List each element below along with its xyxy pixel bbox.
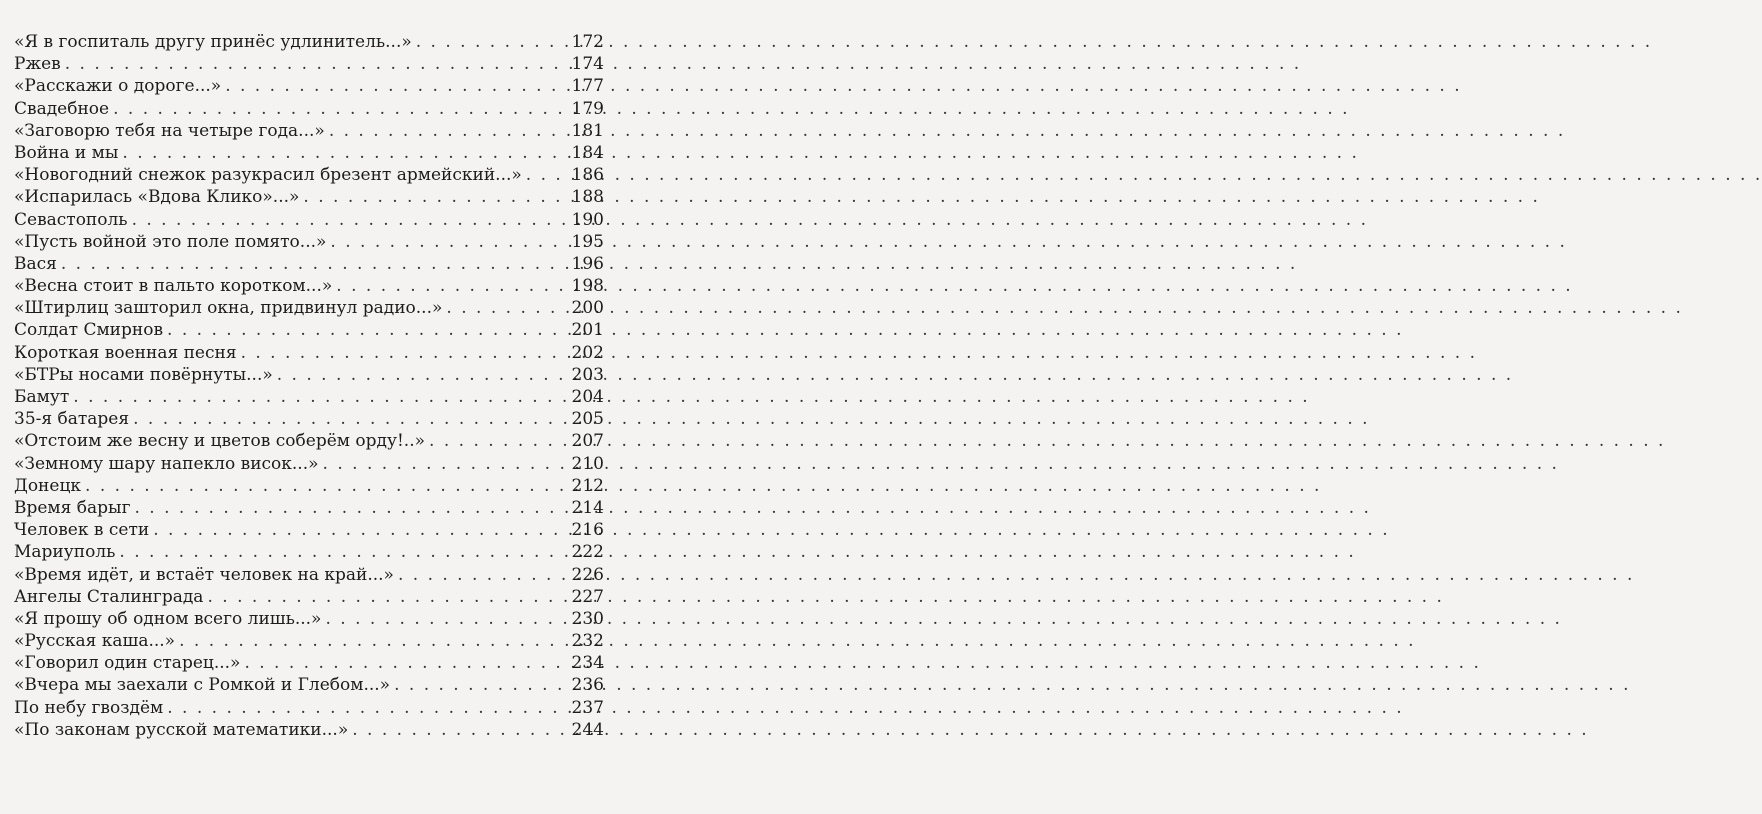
toc-entry-title: «БТРы носами повёрнуты...»: [14, 364, 273, 385]
toc-entry-title: «Расскажи о дороге...»: [14, 76, 222, 97]
toc-entry-title: «По законам русской математики...»: [14, 719, 349, 740]
toc-entry-title: «Я прошу об одном всего лишь...»: [14, 608, 322, 629]
toc-entry-page-number: 184: [571, 142, 604, 163]
toc-entry: [14, 475, 608, 497]
dot-leader: [241, 342, 568, 364]
dot-leader: [65, 53, 568, 75]
dot-leader: [122, 142, 567, 164]
toc-entry: [14, 253, 608, 275]
dot-leader: [153, 519, 567, 541]
toc-entry: [14, 364, 608, 386]
toc-entry-title: Ржев: [14, 54, 61, 75]
dot-leader: [329, 120, 568, 142]
toc-entry-page-number: 204: [571, 387, 604, 407]
toc-entry-title: «Русская каша...»: [14, 631, 176, 652]
dot-leader: [61, 253, 568, 275]
toc-entry-page-number: 195: [571, 231, 604, 252]
toc-entry-title: Бамут: [14, 387, 70, 407]
dot-leader: [167, 697, 567, 719]
toc-entry-title: Вася: [14, 253, 57, 274]
toc-entry-title: Короткая военная песня: [14, 342, 237, 363]
dot-leader: [325, 608, 567, 630]
toc-entry: [14, 430, 608, 452]
toc-entry-title: Солдат Смирнов: [14, 320, 164, 341]
toc-entry-title: «Весна стоит в пальто коротком...»: [14, 276, 333, 297]
toc-entry-page-number: 236: [571, 675, 604, 696]
toc-entry-title: «Пусть войной это поле помято...»: [14, 231, 327, 252]
toc-entry-page-number: 196: [571, 253, 604, 274]
dot-leader: [207, 586, 567, 608]
toc-entry: [14, 586, 608, 608]
dot-leader: [446, 297, 567, 319]
dot-leader: [394, 674, 567, 696]
toc-entry-title: «Новогодний снежок разукрасил брезент армейский...»: [14, 165, 522, 186]
toc-entry: [14, 53, 608, 75]
toc-entry-title: Война и мы: [14, 142, 119, 163]
dot-leader: [330, 231, 567, 253]
toc-entry: [14, 519, 608, 541]
toc-entry: [14, 98, 608, 120]
toc-entry-page-number: 232: [571, 631, 604, 652]
toc-entry-title: Донецк: [14, 475, 82, 496]
toc-entry-title: «Штирлиц зашторил окна, придвинул радио...»: [14, 298, 443, 319]
toc-entry-page-number: 212: [571, 475, 604, 496]
toc-entry-title: По небу гвоздём: [14, 697, 164, 718]
toc-entry-title: «Заговорю тебя на четыре года...»: [14, 120, 325, 141]
dot-leader: [429, 430, 568, 452]
toc-entry-page-number: 202: [571, 342, 604, 363]
toc-entry-page-number: 198: [571, 276, 604, 297]
toc-entry-page-number: 234: [571, 653, 604, 674]
toc-entry: [14, 386, 608, 408]
dot-leader: [336, 275, 567, 297]
toc-entry: [14, 275, 608, 297]
toc-entry: [14, 164, 608, 186]
toc-entry: [14, 608, 608, 630]
dot-leader: [73, 386, 567, 408]
toc-entry-page-number: 216: [571, 520, 604, 541]
dot-leader: [134, 497, 567, 519]
toc-entry: [14, 297, 608, 319]
toc-entry: [14, 120, 608, 142]
dot-leader: [398, 564, 568, 586]
toc-entry-title: 35-я батарея: [14, 409, 130, 430]
dot-leader: [167, 319, 568, 341]
toc-entry-title: Свадебное: [14, 98, 110, 119]
toc-entry: [14, 209, 608, 231]
toc-entry-title: Время барыг: [14, 497, 131, 518]
toc-entry-page-number: 203: [571, 364, 604, 385]
toc-entry: [14, 142, 608, 164]
toc-entry-page-number: 190: [571, 209, 604, 230]
book-page: [0, 0, 608, 814]
toc-entry-page-number: 244: [571, 719, 604, 740]
toc-entry-title: «Время идёт, и встаёт человек на край...»: [14, 564, 394, 585]
toc-entry-page-number: 222: [571, 542, 604, 563]
toc-entry: [14, 75, 608, 97]
toc-entry-page-number: 186: [571, 165, 604, 186]
toc-entry: [14, 564, 608, 586]
toc-entry-title: Ангелы Сталинграда: [14, 586, 204, 607]
dot-leader: [179, 630, 567, 652]
toc-entry-page-number: 210: [571, 453, 604, 474]
toc-entry-page-number: 172: [571, 32, 604, 52]
dot-leader: [85, 475, 568, 497]
toc-entry-title: «Отстоим же весну и цветов соберём орду!..»: [14, 431, 426, 452]
toc-entry-page-number: 207: [571, 431, 604, 452]
toc-entry: [14, 497, 608, 519]
toc-entry: [14, 408, 608, 430]
toc-entry-title: «Земному шару напекло висок...»: [14, 453, 319, 474]
dot-leader: [132, 209, 568, 231]
toc-entry: [14, 541, 608, 563]
dot-leader: [119, 541, 567, 563]
toc-entry-title: Севастополь: [14, 209, 128, 230]
toc-entry-page-number: 174: [571, 54, 604, 75]
toc-entry-title: Человек в сети: [14, 520, 150, 541]
toc-entry-title: «Я в госпиталь другу принёс удлинитель...»: [14, 32, 412, 52]
toc-entry: [14, 652, 608, 674]
toc-entry: [14, 719, 608, 741]
toc-entry-page-number: 177: [571, 76, 604, 97]
toc-entry-title: Мариуполь: [14, 542, 116, 563]
toc-entry: [14, 31, 608, 53]
dot-leader: [303, 186, 567, 208]
dot-leader: [225, 75, 567, 97]
dot-leader: [133, 408, 567, 430]
toc-entry-title: «Вчера мы заехали с Ромкой и Глебом...»: [14, 675, 391, 696]
toc-entry: [14, 186, 608, 208]
dot-leader: [526, 164, 568, 186]
dot-leader: [244, 652, 567, 674]
toc-entry-page-number: 237: [571, 697, 604, 718]
toc-entry: [14, 453, 608, 475]
toc-entry-page-number: 227: [571, 586, 604, 607]
toc-entry-page-number: 214: [571, 497, 604, 518]
dot-leader: [277, 364, 568, 386]
toc-entry-page-number: 226: [571, 564, 604, 585]
dot-leader: [352, 719, 567, 741]
toc-entry-page-number: 188: [571, 187, 604, 208]
dot-leader: [113, 98, 567, 120]
toc-entry-title: «Испарилась «Вдова Клико»...»: [14, 187, 300, 208]
toc-entry-page-number: 179: [571, 98, 604, 119]
dot-leader: [323, 453, 568, 475]
toc-entry-page-number: 230: [571, 608, 604, 629]
table-of-contents: [14, 31, 608, 741]
toc-entry: [14, 630, 608, 652]
toc-entry: [14, 319, 608, 341]
toc-entry: [14, 697, 608, 719]
toc-entry: [14, 342, 608, 364]
toc-entry-title: «Говорил один старец...»: [14, 653, 241, 674]
dot-leader: [416, 31, 568, 53]
toc-entry-page-number: 181: [571, 120, 604, 141]
toc-entry: [14, 674, 608, 696]
toc-entry: [14, 231, 608, 253]
toc-entry-page-number: 205: [571, 409, 604, 430]
toc-entry-page-number: 200: [571, 298, 604, 319]
toc-entry-page-number: 201: [571, 320, 604, 341]
